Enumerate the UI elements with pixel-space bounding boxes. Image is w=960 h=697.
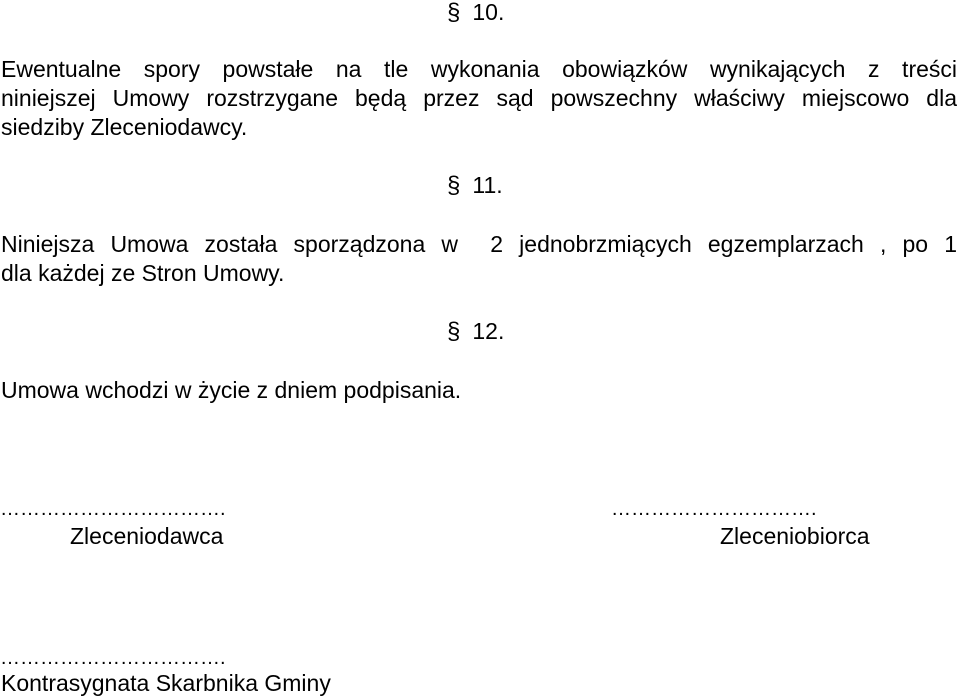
section-sign-icon: §: [447, 318, 461, 345]
paragraph-line: Umowa wchodzi w życie z dniem podpisania.: [1, 377, 462, 403]
paragraph-line: siedziby Zleceniodawcy.: [1, 114, 248, 140]
signature-line-contractee: ………………………….: [611, 498, 817, 520]
section-11-heading: [447, 172, 503, 200]
section-11-number: 11.: [472, 172, 503, 198]
signature-line-treasurer: …………………………….: [0, 647, 226, 669]
paragraph-line: Niniejsza Umowa została sporządzona w 2 jednobrzmiących egzemplarzach , po 1: [1, 231, 957, 257]
section-12-number: 12.: [472, 318, 505, 344]
signature-label-contractor: Zleceniodawca: [70, 523, 224, 549]
section-sign-icon: §: [447, 0, 461, 26]
paragraph-effective: [1, 376, 461, 405]
section-12-heading: [447, 318, 504, 346]
signature-label-contractee: Zleceniobiorca: [720, 523, 870, 549]
signature-label-treasurer: Kontrasygnata Skarbnika Gminy: [1, 670, 331, 696]
paragraph-line: niniejszej Umowy rozstrzygane będą przez sąd powszechny właściwy miejscowo dla: [1, 85, 957, 111]
section-10-heading: [447, 0, 504, 27]
section-10-number: 10.: [472, 0, 505, 25]
paragraph-line: dla każdej ze Stron Umowy.: [1, 260, 285, 286]
paragraph-copies: [1, 230, 957, 288]
paragraph-line: Ewentualne spory powstałe na tle wykonania obowiązków wynikających z treści: [1, 56, 957, 82]
paragraph-disputes: [1, 55, 957, 142]
section-sign-icon: §: [447, 172, 461, 199]
signature-line-contractor: …………………………….: [0, 498, 226, 520]
